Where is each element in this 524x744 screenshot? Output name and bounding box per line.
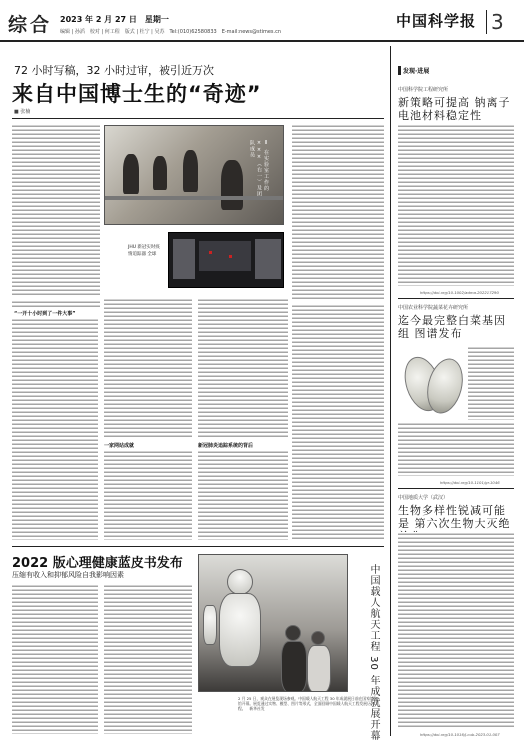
item1-headline: 新策略可提高 钠离子电池材料稳定性 (398, 96, 511, 122)
newspaper-logo: 中国科学报 (396, 12, 477, 30)
lead-body-col-d (292, 304, 384, 540)
item3-body (398, 532, 514, 728)
item2-body (398, 422, 514, 476)
issue-date: 2023 年 2 月 27 日 星期一 (60, 15, 169, 24)
lead-body-col-b2 (104, 450, 192, 540)
item1-body (398, 124, 514, 286)
item1-doi: https://doi.org/10.1002/adma.202217290 (420, 290, 499, 295)
lead-subhead-2: 一家网站成就 (104, 443, 135, 449)
item1-rule (398, 298, 514, 299)
right-column-tag: 发现·进展 (398, 66, 429, 75)
second-body-col-2 (104, 584, 192, 734)
exhibition-caption: 2 月 25 日，观众在展览现场参观。中国载人航天工程 30 年成就展日前在国家博物馆开幕。展览通过实物、模型、图片等形式，全面回顾中国载人航天工程发展历程。 新华社发 (238, 696, 378, 711)
item1-source: 中国科学院工程研究所 (398, 87, 449, 93)
item3-doi: https://doi.org/10.1016/j.cub.2023.01.007 (420, 732, 500, 737)
second-headline: 2022 版心理健康蓝皮书发布 (12, 556, 183, 571)
item2-doi: https://doi.org/10.1101/gr.1046 (440, 480, 500, 485)
screen-caption: JHU 新冠实时疫情追踪器 全球 (128, 245, 160, 257)
item3-headline: 生物多样性锐减可能是 第六次生物大灭绝 (398, 504, 511, 530)
lead-rule (12, 118, 384, 119)
second-body-col-1 (12, 584, 98, 734)
lead-subhead-3: 新冠肺炎追踪系统的背后 (198, 443, 254, 449)
lead-body-col-4 (292, 124, 384, 300)
page-header (0, 0, 524, 42)
lead-body-col-b (104, 298, 192, 438)
page-number: 3 (486, 10, 504, 34)
item2-headline: 迄今最完整白菜基因组 图谱发布 (398, 314, 506, 340)
item3-source: 中国地质大学（武汉） (398, 495, 449, 501)
lead-body-col-c2 (198, 450, 288, 540)
editor-line: 编辑 | 孙滔 校对 | 何工程 版式 | 杜宁 | 吴苏 Tel:(010)62580833 E-mail:news@stimes.cn (60, 29, 282, 35)
lead-kicker: 72 小时写稿，32 小时过审，被引近万次 (14, 64, 214, 77)
second-story-rule (12, 546, 384, 547)
second-subheadline: 压缩有收入和抑郁风险自我影响因素 (12, 571, 124, 579)
lead-subhead-1: “一开十小时到了一件大事” (14, 311, 76, 317)
lead-body-col-a (12, 318, 98, 540)
lead-body-col-c (198, 298, 288, 438)
exhibition-photo (198, 554, 348, 692)
section-name: 综合 (8, 14, 53, 36)
lead-byline: ■ 张楠 (14, 109, 31, 115)
column-divider (390, 46, 391, 736)
lab-photo-caption: Ⅱ 在实验室工作的 ×××（右一）及团队成员 (249, 140, 269, 197)
exhibition-vertical-headline: 中国载人航天工程 30 年成就展开幕 (368, 564, 379, 742)
item2-body-right (468, 346, 514, 420)
item2-source: 中国农业科学院蔬菜花卉研究所 (398, 305, 469, 311)
cabbage-photo (404, 352, 464, 416)
lead-body-under-photo (12, 300, 100, 308)
lead-body-col-1 (12, 124, 100, 296)
item2-rule (398, 488, 514, 489)
dashboard-screenshot (168, 232, 284, 288)
lead-headline: 来自中国博士生的“奇迹” (12, 82, 262, 106)
